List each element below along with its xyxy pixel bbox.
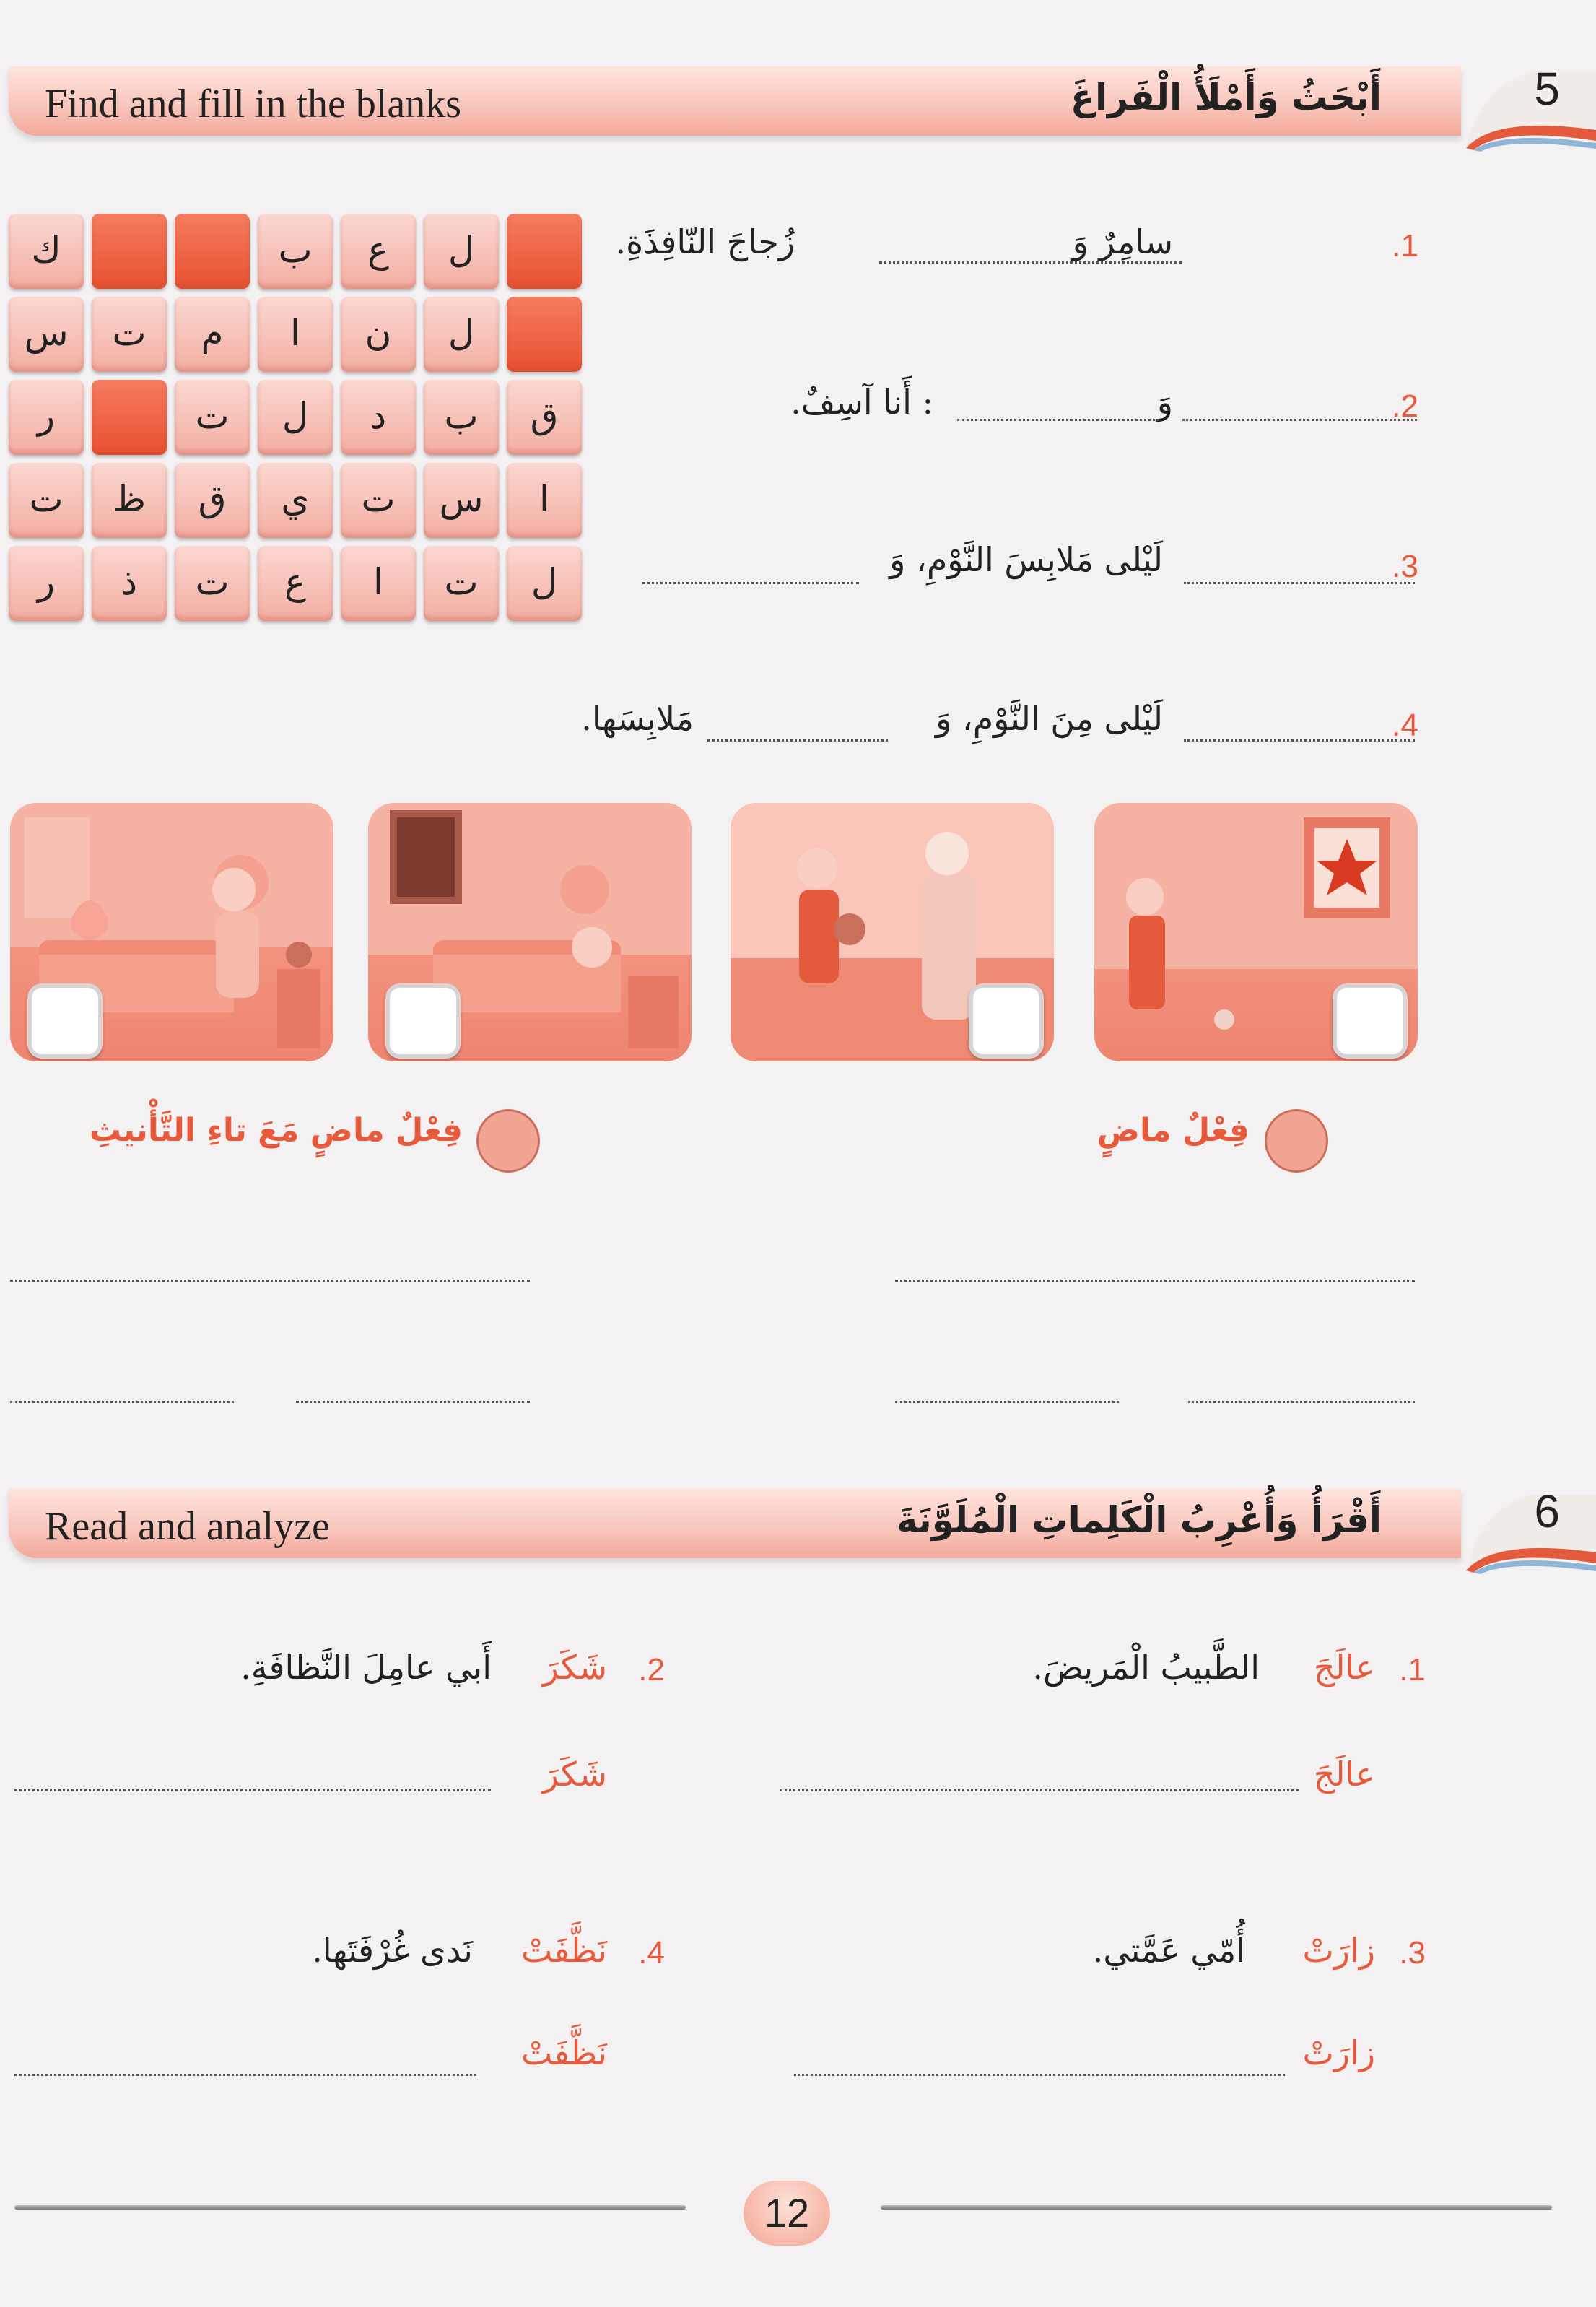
- analysis-verb: زارَتْ: [1302, 2033, 1375, 2072]
- sentence-after: مَلابِسَها.: [581, 699, 694, 738]
- sentence-before: وَ: [1156, 383, 1173, 422]
- answer-line-right-1[interactable]: [895, 1280, 1415, 1282]
- answer-checkbox[interactable]: [385, 983, 461, 1059]
- analysis-line[interactable]: [14, 2074, 476, 2076]
- grid-cell[interactable]: ل: [424, 214, 499, 289]
- colored-verb: زارَتْ: [1302, 1931, 1375, 1970]
- analysis-line[interactable]: [14, 1789, 491, 1791]
- sentence-before: لَيْلى مِنَ النَّوْمِ، وَ: [936, 699, 1163, 738]
- sentence-rest: أُمّي عَمَّتي.: [1092, 1931, 1245, 1970]
- grid-cell[interactable]: س: [9, 297, 84, 372]
- grid-cell[interactable]: ا: [341, 546, 416, 621]
- footer-line-right: [881, 2205, 1552, 2210]
- picture-boy-sleeping: [368, 803, 692, 1061]
- item-number: 1.: [1399, 1652, 1426, 1687]
- footer-line-left: [14, 2205, 686, 2210]
- section-5-number: 5: [1534, 63, 1560, 115]
- grid-cell[interactable]: د: [341, 380, 416, 455]
- section-5-tab: [1452, 58, 1596, 144]
- picture-boy-with-grandmother: [731, 803, 1054, 1061]
- boy-avatar-icon: [1265, 1109, 1328, 1173]
- grid-cell[interactable]: ق: [507, 380, 582, 455]
- grid-cell[interactable]: ا: [507, 463, 582, 538]
- sentence-rest: نَدى غُرْفَتَها.: [312, 1931, 473, 1970]
- grid-cell[interactable]: ر: [9, 546, 84, 621]
- analysis-verb: شَكَرَ: [542, 1755, 607, 1794]
- sentence-rest: أَبي عامِلَ النَّظافَةِ.: [240, 1648, 492, 1687]
- blank-line[interactable]: [707, 739, 888, 742]
- sentence-number: 1.: [1392, 228, 1418, 264]
- colored-verb: شَكَرَ: [542, 1648, 607, 1687]
- answer-line-left-2a[interactable]: [10, 1401, 234, 1403]
- section-5-title-en: Find and fill in the blanks: [45, 82, 462, 126]
- answer-line-left-1[interactable]: [10, 1280, 530, 1282]
- sentence-after: : أَنا آسِفٌ.: [790, 383, 933, 422]
- grid-cell[interactable]: ع: [341, 214, 416, 289]
- grid-cell[interactable]: ر: [9, 380, 84, 455]
- legend-past-verb-feminine: فِعْلٌ ماضٍ مَعَ تاءِ التَّأْنيثِ: [89, 1112, 463, 1149]
- grid-cell[interactable]: [175, 214, 250, 289]
- grid-cell[interactable]: ل: [507, 546, 582, 621]
- analysis-line[interactable]: [794, 2074, 1285, 2076]
- answer-checkbox[interactable]: [27, 983, 103, 1059]
- answer-line-right-2a[interactable]: [895, 1401, 1119, 1403]
- answer-checkbox[interactable]: [1333, 983, 1408, 1059]
- item-number: 4.: [638, 1935, 665, 1971]
- sentence-before: لَيْلى مَلابِسَ النَّوْمِ، وَ: [889, 540, 1163, 579]
- blank-line[interactable]: [879, 261, 1182, 264]
- item-number: 3.: [1399, 1935, 1426, 1971]
- grid-cell[interactable]: ك: [9, 214, 84, 289]
- grid-cell[interactable]: ي: [258, 463, 333, 538]
- section-5-banner: [9, 66, 1461, 136]
- item-number: 2.: [638, 1652, 665, 1687]
- grid-cell[interactable]: ب: [424, 380, 499, 455]
- picture-boy-broken-window: [1094, 803, 1418, 1061]
- grid-cell[interactable]: ب: [258, 214, 333, 289]
- legend-past-verb: فِعْلٌ ماضٍ: [1096, 1112, 1250, 1149]
- blank-line[interactable]: [1184, 739, 1415, 742]
- grid-cell[interactable]: ت: [424, 546, 499, 621]
- answer-line-right-2b[interactable]: [1188, 1401, 1415, 1403]
- colored-verb: عالَجَ: [1313, 1648, 1375, 1687]
- answer-checkbox[interactable]: [969, 983, 1044, 1059]
- section-6-tab: [1452, 1480, 1596, 1567]
- blank-line[interactable]: [957, 419, 1159, 421]
- grid-cell[interactable]: ت: [341, 463, 416, 538]
- blank-line[interactable]: [642, 582, 859, 584]
- sentence-rest: الطَّبيبُ الْمَريضَ.: [1032, 1648, 1260, 1687]
- analysis-line[interactable]: [780, 1789, 1299, 1791]
- sentence-before: سامِرٌ وَ: [1072, 222, 1173, 261]
- grid-cell[interactable]: ت: [175, 546, 250, 621]
- sentence-number: 2.: [1392, 388, 1418, 424]
- grid-cell[interactable]: ت: [175, 380, 250, 455]
- grid-cell[interactable]: [507, 214, 582, 289]
- section-6-banner: [9, 1489, 1461, 1558]
- blank-line[interactable]: [1182, 419, 1417, 421]
- grid-cell[interactable]: ق: [175, 463, 250, 538]
- grid-cell[interactable]: ظ: [92, 463, 167, 538]
- grid-cell[interactable]: [92, 214, 167, 289]
- grid-cell[interactable]: س: [424, 463, 499, 538]
- grid-cell[interactable]: ت: [9, 463, 84, 538]
- analysis-verb: عالَجَ: [1313, 1755, 1375, 1794]
- section-6-number: 6: [1534, 1485, 1560, 1537]
- blank-line[interactable]: [1184, 582, 1415, 584]
- page-number: 12: [744, 2181, 830, 2246]
- grid-cell[interactable]: [92, 380, 167, 455]
- grid-cell[interactable]: ل: [424, 297, 499, 372]
- grid-cell[interactable]: ع: [258, 546, 333, 621]
- answer-line-left-2b[interactable]: [296, 1401, 530, 1403]
- grid-cell[interactable]: ذ: [92, 546, 167, 621]
- section-5-title-ar: أَبْحَثُ وَأَمْلَأُ الْفَراغَ: [1070, 77, 1382, 118]
- section-6-title-ar: أَقْرَأُ وَأُعْرِبُ الْكَلِماتِ الْمُلَوَّنَةَ: [896, 1499, 1382, 1541]
- grid-cell[interactable]: ا: [258, 297, 333, 372]
- grid-cell[interactable]: ت: [92, 297, 167, 372]
- grid-cell[interactable]: [507, 297, 582, 372]
- colored-verb: نَظَّفَتْ: [521, 1931, 607, 1970]
- grid-cell[interactable]: ل: [258, 380, 333, 455]
- girl-avatar-icon: [476, 1109, 540, 1173]
- grid-cell[interactable]: ن: [341, 297, 416, 372]
- analysis-verb: نَظَّفَتْ: [521, 2033, 607, 2072]
- section-6-title-en: Read and analyze: [45, 1504, 330, 1549]
- sentence-number: 3.: [1392, 549, 1418, 584]
- sentence-number: 4.: [1392, 708, 1418, 743]
- sentence-after: زُجاجَ النّافِذَةِ.: [615, 222, 795, 261]
- grid-cell[interactable]: م: [175, 297, 250, 372]
- picture-girl-in-bedroom: [10, 803, 333, 1061]
